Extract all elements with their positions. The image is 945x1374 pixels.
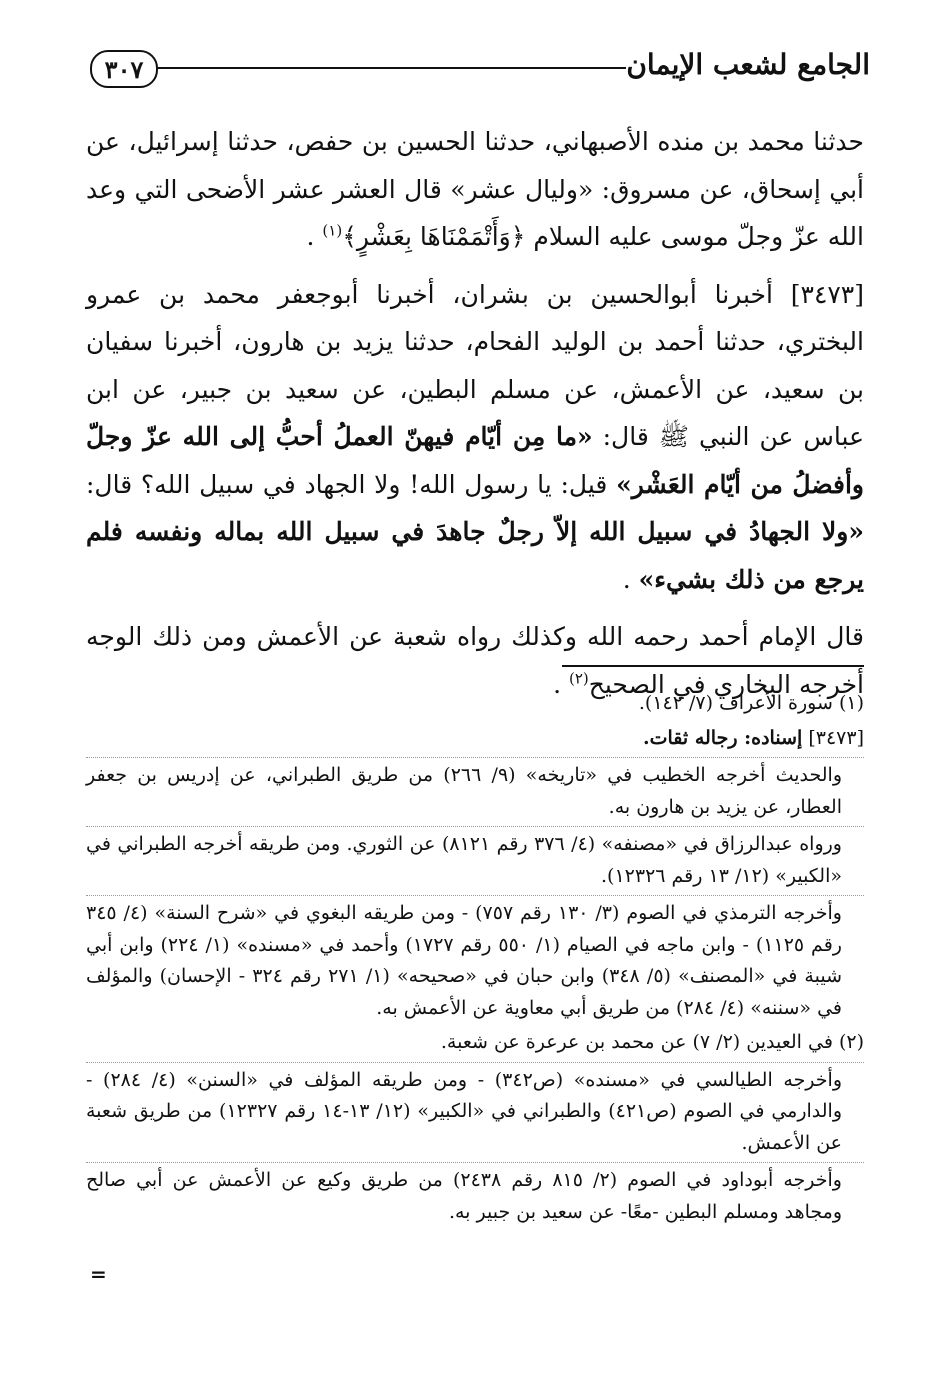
footnote-marker-1: (١) <box>322 221 343 240</box>
continuation-mark: = <box>90 1262 107 1286</box>
running-title: الجامع لشعب الإيمان <box>626 48 870 81</box>
footnote-marker-2: (٢) <box>568 669 589 688</box>
page-header <box>90 42 870 94</box>
paragraph-3-text: قال الإمام أحمد رحمه الله وكذلك رواه شعبة عن الأعمش ومن ذلك الوجه أخرجه البخاري في الصحيح <box>86 622 864 699</box>
paragraph-2-isnad: أخبرنا أبوالحسين بن بشران، أخبرنا أبوجعفر محمد بن عمرو البختري، حدثنا أحمد بن الوليد الفحام، حدثنا يزيد بن هارون، أخبرنا سفيان بن سعيد، عن الأعمش، عن مسلم البطين، عن سعيد بن جبير، عن ابن عباس عن النبي ﷺ قال: <box>86 279 864 451</box>
footnote-takhrij-2: ورواه عبدالرزاق في «مصنفه» (٤/ ٣٧٦ رقم ٨١٢١) عن الثوري. ومن طريقه أخرجه الطبراني في «الكبير» (١٢/ ١٣ رقم ١٢٣٢٦). <box>86 826 864 892</box>
footnotes <box>86 688 864 1231</box>
footnote-hadith-grade <box>86 723 864 755</box>
footnote-1: (١) سورة الأعراف (٧/ ١٤٢). <box>638 692 864 714</box>
footnote-2: (٢) في العيدين (٢/ ٧) عن محمد بن عرعرة عن شعبة. <box>440 1031 864 1053</box>
footnote-hadith-number: [٣٤٧٣] <box>808 726 864 749</box>
paragraph-2-matn-1: «ما مِن أيّام فيهنّ العملُ أحبُّ إلى الله عزّ وجلّ وأفضلُ من أيّام العَشْر» <box>86 422 864 499</box>
paragraph-2-question: قيل: يا رسول الله! ولا الجهاد في سبيل الله؟ قال: <box>86 469 608 499</box>
paragraph-1-text: حدثنا محمد بن منده الأصبهاني، حدثنا الحسين بن حفص، حدثنا إسرائيل، عن أبي إسحاق، عن مسروق: «وليال عشر» قال العشر عشر الأضحى التي وعد الله عزّ وجلّ موسى عليه السلام ﴿وَأَتْمَمْنَاهَا بِعَشْرٍ﴾ <box>86 127 864 251</box>
paragraph-2-matn-2: «ولا الجهادُ في سبيل الله إلاّ رجلٌ جاهدَ في سبيل الله بماله ونفسه فلم يرجع من ذلك بشيء» <box>86 517 864 594</box>
page-number: ٣٠٧ <box>90 50 158 88</box>
paragraph-3-end: . <box>553 669 562 699</box>
footnote-takhrij-3: وأخرجه الترمذي في الصوم (٣/ ١٣٠ رقم ٧٥٧) - ومن طريقه البغوي في «شرح السنة» (٤/ ٣٤٥ رقم ١١٢٥) - وابن ماجه في الصيام (١/ ٥٥٠ رقم ١٧٢٧) وأحمد في «مسنده» (١/ ٢٢٤) وابن أبي شيبة في «المصنف» (٥/ ٣٤٨) وابن حبان في «صحيحه» (١/ ٢٧١ رقم ٣٢٤ - الإحسان) والمؤلف في «سننه» (٤/ ٢٨٤) من طريق أبي معاوية عن الأعمش به. <box>86 895 864 1024</box>
paragraph-2 <box>86 271 864 604</box>
hadith-number: [٣٤٧٣] <box>790 279 864 309</box>
footnote-takhrij-5: وأخرجه أبوداود في الصوم (٢/ ٨١٥ رقم ٢٤٣٨) من طريق وكيع عن الأعمش عن أبي صالح ومجاهد ومسلم البطين -معًا- عن سعيد بن جبير به. <box>86 1162 864 1228</box>
footnote-grade-label: إسناده: رجاله ثقات. <box>643 726 803 749</box>
footnote-separator <box>562 665 864 667</box>
paragraph-1 <box>86 118 864 261</box>
main-text <box>86 118 864 718</box>
footnote-takhrij-1: والحديث أخرجه الخطيب في «تاريخه» (٩/ ٢٦٦) من طريق الطبراني، عن إدريس بن جعفر العطار، عن يزيد بن هارون به. <box>86 757 864 823</box>
footnote-takhrij-4: وأخرجه الطيالسي في «مسنده» (ص٣٤٢) - ومن طريقه المؤلف في «السنن» (٤/ ٢٨٤) - والدارمي في الصوم (ص٤٢١) والطبراني في «الكبير» (١٢/ ١٣-١٤ رقم ١٢٣٢٧) من طريق شعبة عن الأعمش. <box>86 1062 864 1160</box>
paragraph-1-end: . <box>306 222 315 251</box>
header-rule <box>156 67 626 69</box>
paragraph-2-end: . <box>622 564 631 594</box>
